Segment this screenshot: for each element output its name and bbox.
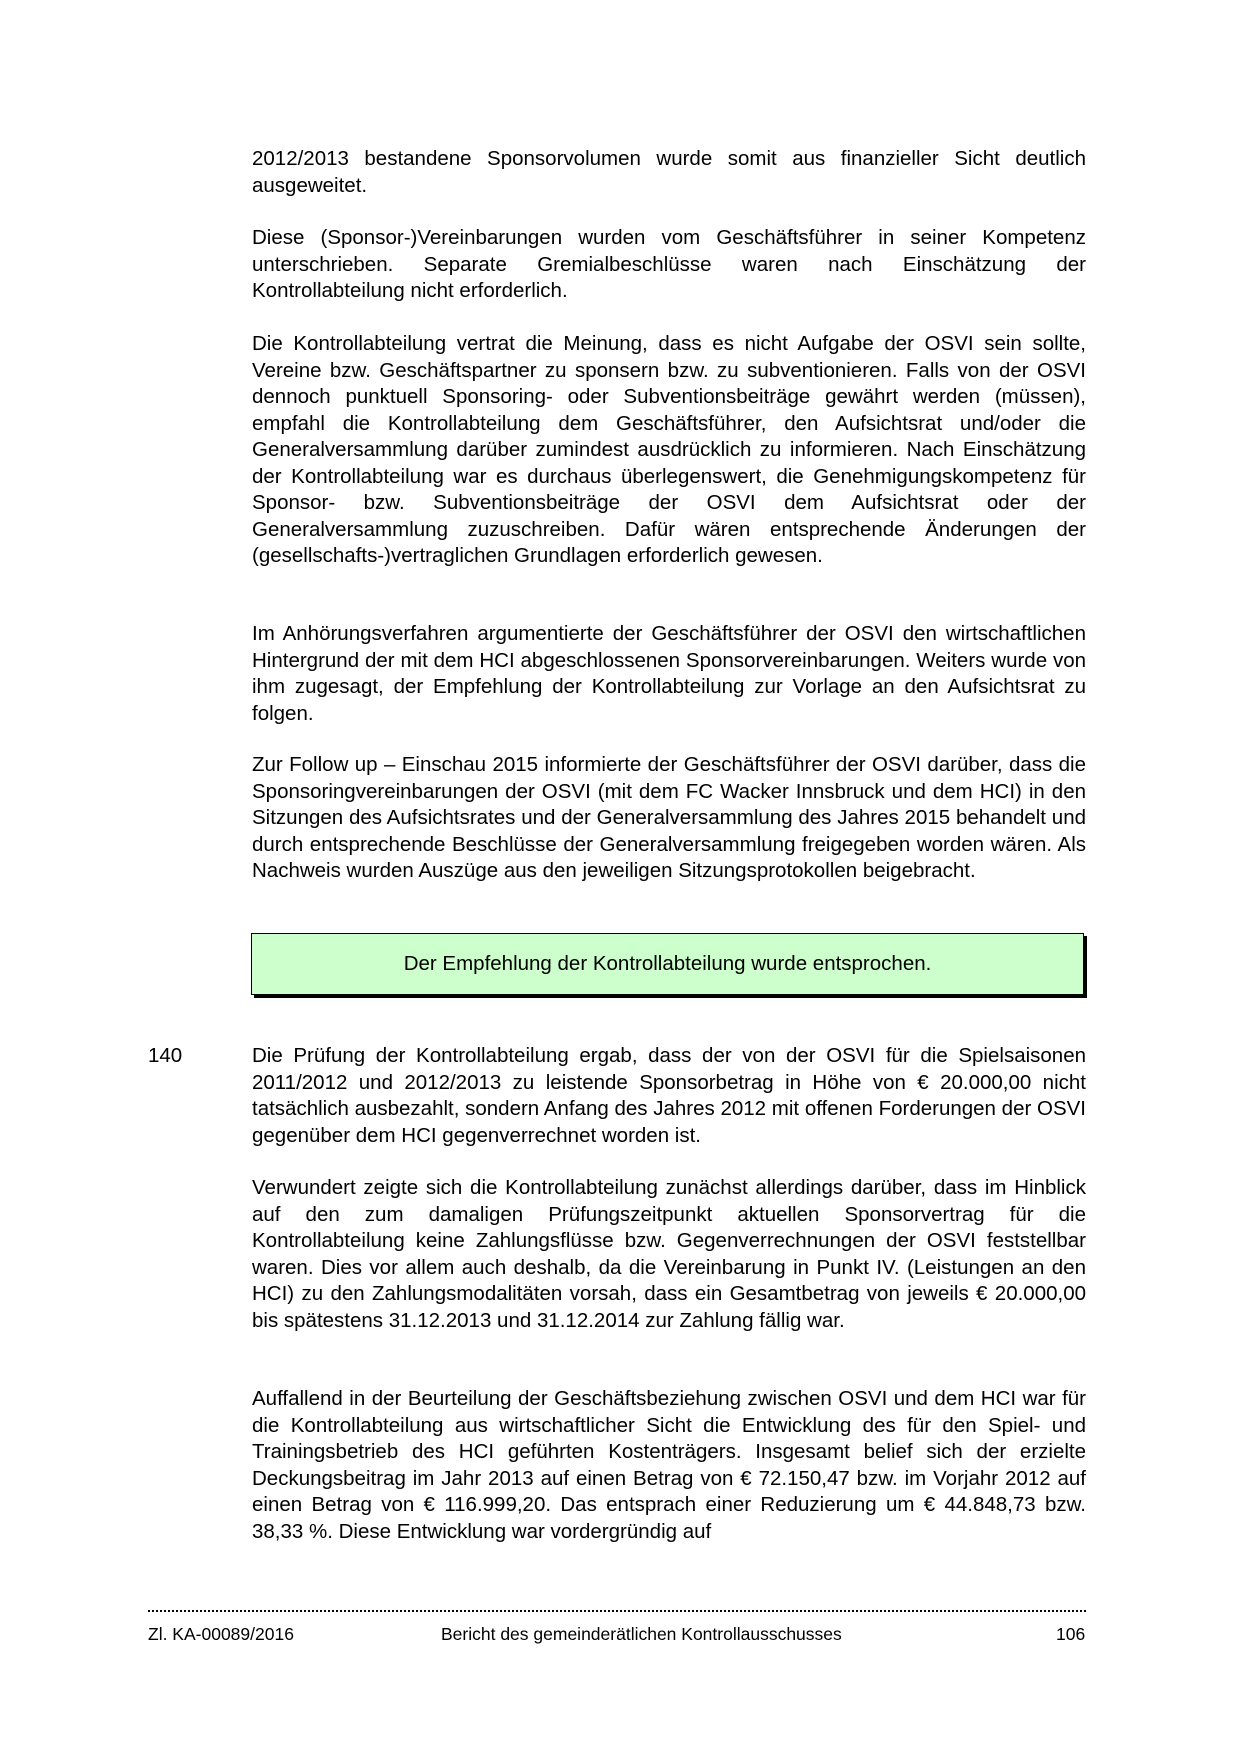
paragraph-payment-flows: Verwundert zeigte sich die Kontrollabteilung zunächst allerdings darüber, dass im Hinblick auf den zum damaligen Prüfungszeitpunkt aktuellen Sponsorvertrag für die Kontrollabteilung keine Zahlungsflüsse bzw. Gegenverrechnungen der OSVI feststellbar waren. Dies vor allem auch deshalb, da die Vereinbarung in Punkt IV. (Leistungen an den HCI) zu den Zahlungsmodalitäten vorsah, dass ein Gesamtbetrag von jeweils € 20.000,00 bis spätestens 31.12.2013 und 31.12.2014 zur Zahlung fällig war. <box>252 1176 1086 1332</box>
paragraph-signing: Diese (Sponsor-)Vereinbarungen wurden vom Geschäftsführer in seiner Kompetenz unterschrieben. Separate Gremialbeschlüsse waren nach Einschätzung der Kontrollabteilung nicht erforderlich. <box>252 226 1086 302</box>
recommendation-callout-box <box>251 933 1084 995</box>
paragraph-audit-result: Die Prüfung der Kontrollabteilung ergab, dass der von der OSVI für die Spielsaisonen 2011/2012 und 2012/2013 zu leistende Sponsorbetrag in Höhe von € 20.000,00 nicht tatsächlich ausbezahlt, sondern Anfang des Jahres 2012 mit offenen Forderungen der OSVI gegenüber dem HCI gegenverrechnet worden ist. <box>252 1044 1086 1147</box>
section-number: 140 <box>148 1044 183 1067</box>
paragraph-continuation: 2012/2013 bestandene Sponsorvolumen wurde somit aus finanzieller Sicht deutlich ausgeweitet. <box>252 147 1086 197</box>
callout-text: Der Empfehlung der Kontrollabteilung wurde entsprochen. <box>403 952 932 975</box>
footer-reference: Zl. KA-00089/2016 <box>148 1624 294 1644</box>
footer-report-title: Bericht des gemeinderätlichen Kontrollausschusses <box>441 1624 842 1644</box>
paragraph-opinion: Die Kontrollabteilung vertrat die Meinung, dass es nicht Aufgabe der OSVI sein sollte, Vereine bzw. Geschäftspartner zu sponsern bzw. zu subventionieren. Falls von der OSVI dennoch punktuell Sponsoring- oder Subventionsbeiträge gewährt werden (müssen), empfahl die Kontrollabteilung dem Geschäftsführer, den Aufsichtsrat und/oder die Generalversammlung darüber zumindest ausdrücklich zu informieren. Nach Einschätzung der Kontrollabteilung war es durchaus überlegenswert, die Genehmigungskompetenz für Sponsor- bzw. Subventionsbeiträge der OSVI dem Aufsichtsrat oder der Generalversammlung zuzuschreiben. Dafür wären entsprechende Änderungen der (gesellschafts-)vertraglichen Grundlagen erforderlich gewesen. <box>252 332 1086 567</box>
paragraph-hearing: Im Anhörungsverfahren argumentierte der Geschäftsführer der OSVI den wirtschaftlichen Hintergrund der mit dem HCI abgeschlossenen Sponsorvereinbarungen. Weiters wurde von ihm zugesagt, der Empfehlung der Kontrollabteilung zur Vorlage an den Aufsichtsrat zu folgen. <box>252 622 1086 725</box>
paragraph-follow-up: Zur Follow up – Einschau 2015 informierte der Geschäftsführer der OSVI darüber, dass die Sponsoringvereinbarungen der OSVI (mit dem FC Wacker Innsbruck und dem HCI) in den Sitzungen des Aufsichtsrates und der Generalversammlung des Jahres 2015 behandelt und durch entsprechende Beschlüsse der Generalversammlung freigegeben worden wären. Als Nachweis wurden Auszüge aus den jeweiligen Sitzungsprotokollen beigebracht. <box>252 753 1086 882</box>
footer-page-number: 106 <box>1056 1624 1086 1644</box>
footer-dotted-divider <box>148 1610 1086 1612</box>
paragraph-business-relation: Auffallend in der Beurteilung der Geschäftsbeziehung zwischen OSVI und dem HCI war für die Kontrollabteilung aus wirtschaftlicher Sicht die Entwicklung des für den Spiel- und Trainingsbetrieb des HCI geführten Kostenträgers. Insgesamt belief sich der erzielte Deckungsbeitrag im Jahr 2013 auf einen Betrag von € 72.150,47 bzw. im Vorjahr 2012 auf einen Betrag von € 116.999,20. Das entsprach einer Reduzierung um € 44.848,73 bzw. 38,33 %. Diese Entwicklung war vordergründig auf <box>252 1387 1086 1543</box>
